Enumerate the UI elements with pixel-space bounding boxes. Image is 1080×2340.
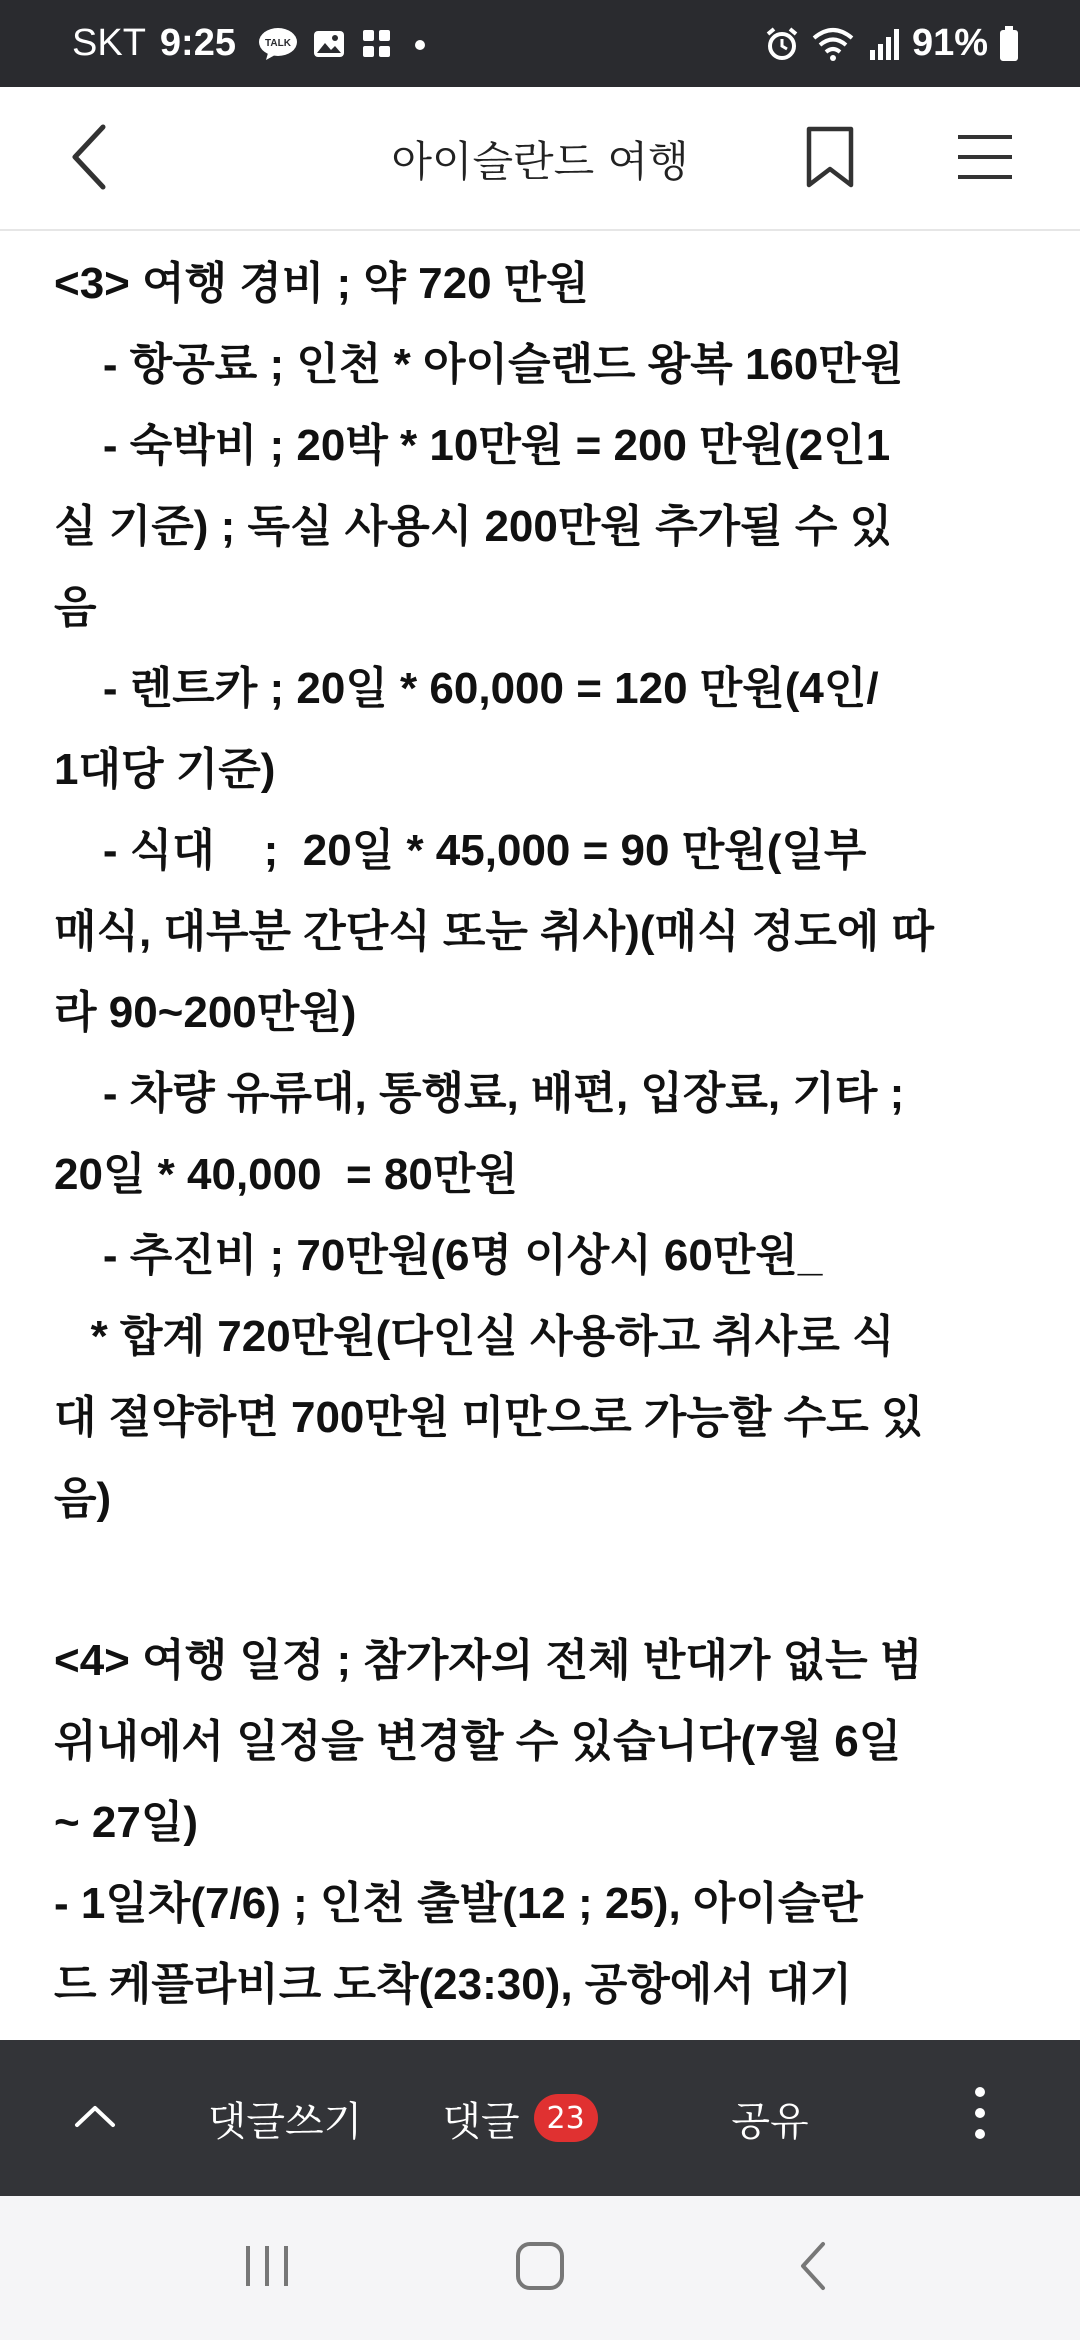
status-left: [72, 22, 432, 65]
back-chevron-icon: [797, 2240, 829, 2296]
article-line: 실 기준) ; 독실 사용시 200만원 추가될 수 있: [54, 502, 893, 551]
home-button[interactable]: [480, 2208, 600, 2328]
article-line: - 차량 유류대, 통행료, 배편, 입장료, 기타 ;: [54, 1069, 905, 1118]
comments-button[interactable]: [380, 2040, 660, 2196]
article-line: - 렌트카 ; 20일 * 60,000 = 120 만원(4인/: [54, 664, 879, 713]
article-line: <3> 여행 경비 ; 약 720 만원: [54, 259, 589, 308]
article-line: - 식대 ; 20일 * 45,000 = 90 만원(일부: [54, 826, 867, 875]
back-arrow-icon: [65, 122, 115, 196]
article-line: 음): [54, 1474, 112, 1523]
scroll-top-button[interactable]: [0, 2040, 190, 2196]
article-line: 20일 * 40,000 = 80만원: [54, 1150, 518, 1199]
wifi-icon: [810, 26, 856, 62]
article-line: 1대당 기준): [54, 745, 276, 794]
battery-icon: [998, 25, 1020, 63]
page-title: 아이슬란드 여행: [391, 137, 689, 186]
notification-dot-icon: [408, 27, 432, 61]
article-line: ~ 27일): [54, 1798, 199, 1847]
back-button[interactable]: [40, 87, 140, 231]
recent-apps-button[interactable]: [207, 2208, 327, 2328]
comments-label: 댓글: [442, 2098, 520, 2145]
app-grid-icon: [360, 27, 394, 61]
home-icon: [514, 2240, 566, 2296]
article-line: 드 케플라비크 도착(23:30), 공항에서 대기: [54, 1960, 853, 2009]
status-right: [764, 22, 1020, 65]
kakaotalk-icon: [258, 27, 298, 61]
hamburger-menu-icon: [956, 132, 1014, 186]
svg-text:TALK: TALK: [265, 37, 291, 49]
share-button[interactable]: 공유: [731, 2098, 809, 2145]
more-options-button[interactable]: [880, 2040, 1080, 2196]
article-line: 음: [54, 583, 97, 632]
gallery-icon: [312, 27, 346, 61]
clock: 9:25: [159, 22, 236, 64]
article-line: 매식, 대부분 간단식 또눈 취사)(매식 정도에 따: [54, 907, 934, 956]
article-line: - 추진비 ; 70만원(6명 이상시 60만원_: [54, 1231, 823, 1280]
bookmark-icon: [804, 125, 856, 193]
system-back-button[interactable]: [753, 2208, 873, 2328]
article-line: 라 90~200만원): [54, 988, 357, 1037]
write-comment-button[interactable]: 댓글쓰기: [207, 2098, 363, 2145]
menu-button[interactable]: [935, 87, 1035, 231]
article-line: - 1일차(7/6) ; 인천 출발(12 ; 25), 아이슬란: [54, 1879, 863, 1928]
article-line: - 항공료 ; 인천 * 아이슬랜드 왕복 160만원: [54, 340, 904, 389]
app-header: [0, 87, 1080, 231]
system-nav-bar: [0, 2196, 1080, 2340]
carrier-label: SKT: [72, 22, 146, 64]
battery-percent: 91%: [911, 22, 988, 64]
article-line: 위내에서 일정을 변경할 수 있습니다(7월 6일: [54, 1717, 902, 1766]
alarm-icon: [764, 26, 800, 62]
article-line: - 숙박비 ; 20박 * 10만원 = 200 만원(2인1: [54, 421, 891, 470]
status-bar: [0, 0, 1080, 87]
more-vertical-icon: [973, 2085, 987, 2151]
bookmark-button[interactable]: [780, 87, 880, 231]
article-body: [0, 231, 1080, 2040]
comment-count-badge: 23: [534, 2094, 598, 2142]
article-line: <4> 여행 일정 ; 참가자의 전체 반대가 없는 범: [54, 1636, 923, 1685]
chevron-up-icon: [73, 2095, 117, 2141]
recent-apps-icon: [242, 2243, 292, 2293]
article-line: 대 절약하면 700만원 미만으로 가능할 수도 있: [54, 1393, 924, 1442]
blank-line: [54, 1539, 1040, 1620]
action-bar: [0, 2040, 1080, 2196]
signal-icon: [866, 26, 902, 62]
article-line: * 합계 720만원(다인실 사용하고 취사로 식: [54, 1312, 895, 1361]
